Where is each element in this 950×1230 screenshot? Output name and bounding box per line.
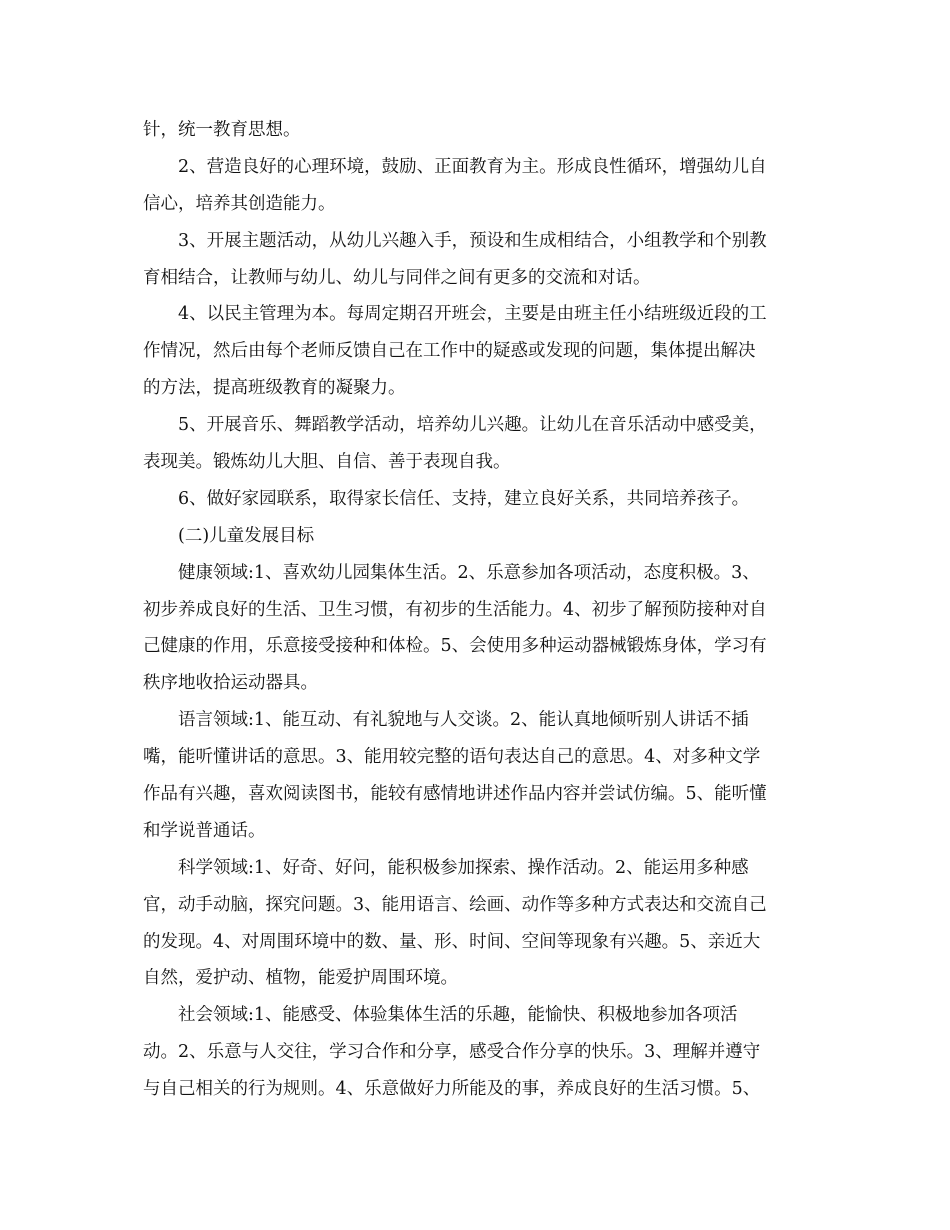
text-line: 的发现。4、对周围环境中的数、量、形、时间、空间等现象有兴趣。5、亲近大 — [143, 931, 761, 952]
text-line: 5、开展音乐、舞蹈教学活动，培养幼儿兴趣。让幼儿在音乐活动中感受美， — [178, 415, 767, 436]
text-line: 社会领域:1、能感受、体验集体生活的乐趣，能愉快、积极地参加各项活 — [178, 1005, 738, 1026]
text-line: 嘴，能听懂讲话的意思。3、能用较完整的语句表达自己的意思。4、对多种文学 — [143, 747, 761, 768]
text-line: 己健康的作用，乐意接受接种和体检。5、会使用多种运动器械锻炼身体，学习有 — [143, 636, 767, 657]
text-line: 6、做好家园联系，取得家长信任、支持，建立良好关系，共同培养孩子。 — [178, 488, 750, 509]
text-line: 作情况，然后由每个老师反馈自己在工作中的疑惑或发现的问题，集体提出解决 — [143, 341, 756, 362]
text-line: 语言领域:1、能互动、有礼貌地与人交谈。2、能认真地倾听别人讲话不插 — [178, 710, 749, 731]
text-line: 3、开展主题活动，从幼儿兴趣入手，预设和生成相结合，小组教学和个别教 — [178, 230, 767, 251]
text-line: 科学领域:1、好奇、好问，能积极参加探索、操作活动。2、能运用多种感 — [178, 857, 749, 878]
text-line: 信心，培养其创造能力。 — [143, 193, 336, 214]
text-line: 和学说普通话。 — [143, 820, 266, 841]
text-line: 健康领域:1、喜欢幼儿园集体生活。2、乐意参加各项活动，态度积极。3、 — [178, 562, 760, 583]
text-line: 动。2、乐意与人交往，学习合作和分享，感受合作分享的快乐。3、理解并遵守 — [143, 1042, 761, 1063]
document-body — [143, 112, 807, 1108]
text-line: 表现美。锻炼幼儿大胆、自信、善于表现自我。 — [143, 452, 511, 473]
text-line: 4、以民主管理为本。每周定期召开班会，主要是由班主任小结班级近段的工 — [178, 304, 767, 325]
text-line: 初步养成良好的生活、卫生习惯，有初步的生活能力。4、初步了解预防接种对自 — [143, 599, 767, 620]
text-line: 与自己相关的行为规则。4、乐意做好力所能及的事，养成良好的生活习惯。5、 — [143, 1079, 761, 1100]
text-line: 2、营造良好的心理环境，鼓励、正面教育为主。形成良性循环，增强幼儿自 — [178, 156, 767, 177]
text-line: (二)儿童发展目标 — [178, 525, 315, 546]
text-line: 作品有兴趣，喜欢阅读图书，能较有感情地讲述作品内容并尝试仿编。5、能听懂 — [143, 784, 767, 805]
text-line: 针，统一教育思想。 — [143, 120, 301, 140]
text-line: 官，动手动脑，探究问题。3、能用语言、绘画、动作等多种方式表达和交流自己 — [143, 894, 767, 915]
text-line: 育相结合，让教师与幼儿、幼儿与同伴之间有更多的交流和对话。 — [143, 267, 651, 288]
text-line: 自然，爱护动、植物，能爱护周围环境。 — [143, 968, 458, 989]
text-line: 秩序地收拾运动器具。 — [143, 673, 318, 694]
text-line: 的方法，提高班级教育的凝聚力。 — [143, 378, 406, 399]
